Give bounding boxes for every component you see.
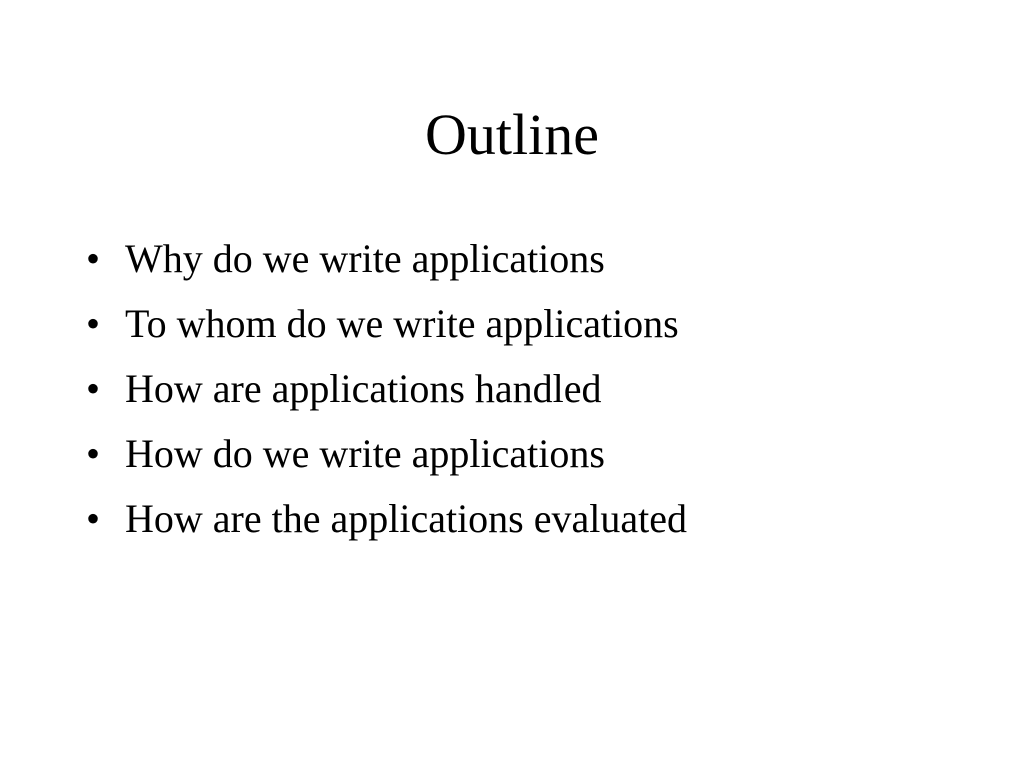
list-item — [86, 486, 986, 551]
list-item-text: How do we write applications — [125, 431, 605, 476]
list-item-text: How are applications handled — [125, 366, 602, 411]
bullet-icon: • — [86, 431, 101, 476]
list-item — [86, 226, 986, 291]
list-item-text: To whom do we write applications — [125, 301, 679, 346]
list-item-text: How are the applications evaluated — [125, 496, 687, 541]
list-item — [86, 291, 986, 356]
list-item — [86, 421, 986, 486]
list-item-text: Why do we write applications — [125, 236, 605, 281]
bullet-icon: • — [86, 236, 101, 281]
slide-title: Outline — [425, 102, 599, 167]
bullet-icon: • — [86, 301, 101, 346]
bullet-icon: • — [86, 496, 101, 541]
list-item — [86, 356, 986, 421]
bullet-list — [86, 226, 986, 551]
bullet-icon: • — [86, 366, 101, 411]
